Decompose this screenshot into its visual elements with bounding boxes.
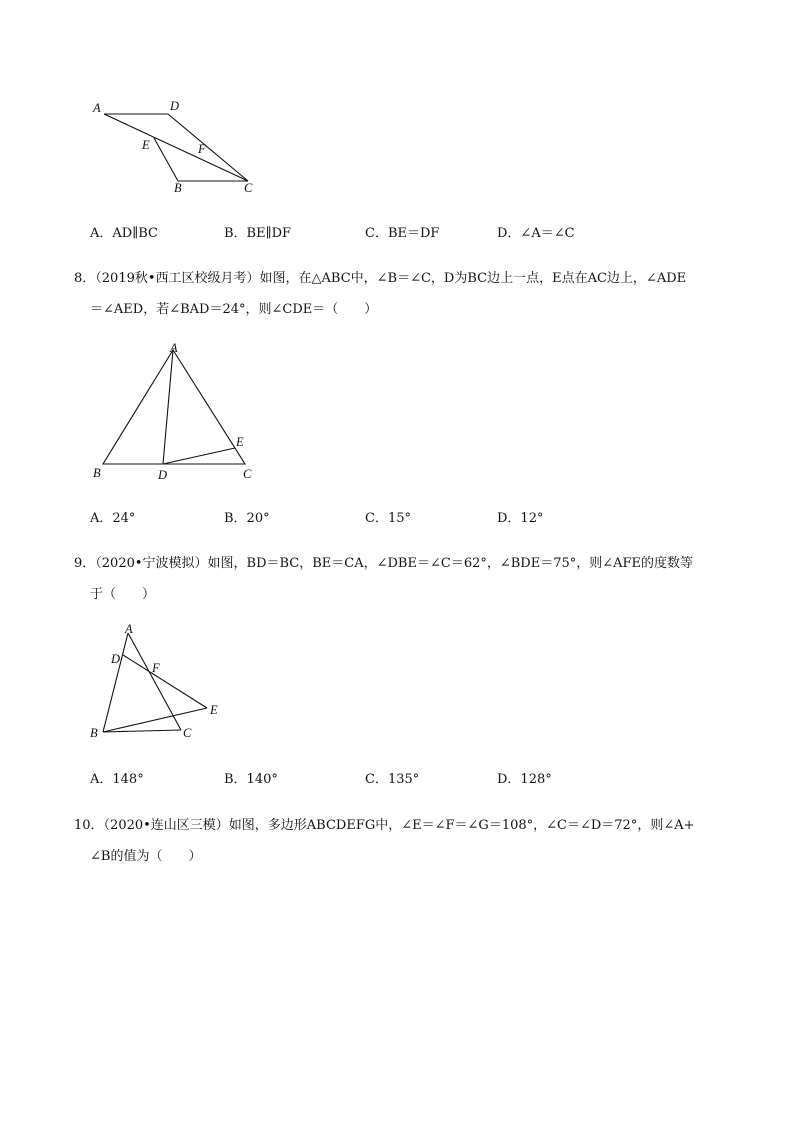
q7-label-f: F	[198, 142, 206, 156]
q7-label-c: C	[244, 181, 253, 195]
q9-segment-ab	[103, 633, 128, 732]
q9-option-b[interactable]: B．140°	[224, 772, 278, 787]
q8-figure	[88, 338, 263, 484]
q7-option-a[interactable]: A．AD∥BC	[90, 226, 158, 241]
q8-option-b[interactable]: B．20°	[224, 511, 270, 526]
q9-segment-be	[103, 708, 207, 732]
q9-option-c[interactable]: C．135°	[365, 772, 420, 787]
q8-label-e: E	[236, 435, 244, 449]
q7-label-a: A	[93, 101, 101, 115]
q8-label-a: A	[170, 341, 178, 355]
q8-label-c: C	[243, 467, 252, 481]
q9-segment-bc	[103, 730, 181, 732]
q9-option-d[interactable]: D．128°	[497, 772, 552, 787]
q7-option-d[interactable]: D．∠A＝∠C	[497, 226, 575, 241]
q7-label-d: D	[170, 99, 180, 113]
q8-option-c[interactable]: C．15°	[365, 511, 411, 526]
q9-stem-line1: 9．（2020•宁波模拟）如图，BD＝BC，BE＝CA，∠DBE＝∠C＝62°，∠BDE＝75°，则∠AFE的度数等	[74, 556, 694, 571]
q9-label-e: E	[210, 703, 218, 717]
q8-label-b: B	[93, 466, 101, 480]
q7-segment-ac	[104, 114, 248, 181]
q7-option-c[interactable]: C．BE＝DF	[365, 226, 440, 241]
q9-stem-line2: 于（ ）	[90, 587, 156, 602]
q8-stem-line1: 8．（2019秋•西工区校级月考）如图，在△ABC中，∠B＝∠C，D为BC边上一点，E点在AC边上，∠ADE	[74, 271, 687, 286]
q8-segment-de	[163, 448, 235, 464]
q7-segment-eb	[154, 138, 178, 181]
q9-label-d: D	[111, 652, 121, 666]
q7-option-b[interactable]: B．BE∥DF	[224, 226, 292, 241]
q9-label-a: A	[125, 622, 133, 636]
q10-stem-line2: ∠B的值为（ ）	[90, 849, 202, 864]
q9-label-c: C	[183, 726, 192, 740]
q7-label-e: E	[142, 138, 150, 152]
q8-option-a[interactable]: A．24°	[90, 511, 136, 526]
q7-label-b: B	[174, 181, 182, 195]
q10-stem-line1: 10．（2020•连山区三模）如图，多边形ABCDEFG中，∠E＝∠F＝∠G＝108°，∠C＝∠D＝72°，则∠A+	[74, 818, 695, 833]
q9-figure	[86, 620, 226, 745]
q9-option-a[interactable]: A．148°	[90, 772, 144, 787]
q8-label-d: D	[158, 468, 168, 482]
q9-label-f: F	[152, 661, 160, 675]
q8-segment-ad	[163, 350, 173, 464]
q8-triangle-abc	[103, 350, 245, 464]
q8-stem-line2: ＝∠AED，若∠BAD＝24°，则∠CDE＝（ ）	[90, 302, 378, 317]
q9-label-b: B	[90, 726, 98, 740]
q7-segment-dc	[168, 114, 248, 181]
q7-figure	[88, 94, 268, 199]
q8-option-d[interactable]: D．12°	[497, 511, 544, 526]
